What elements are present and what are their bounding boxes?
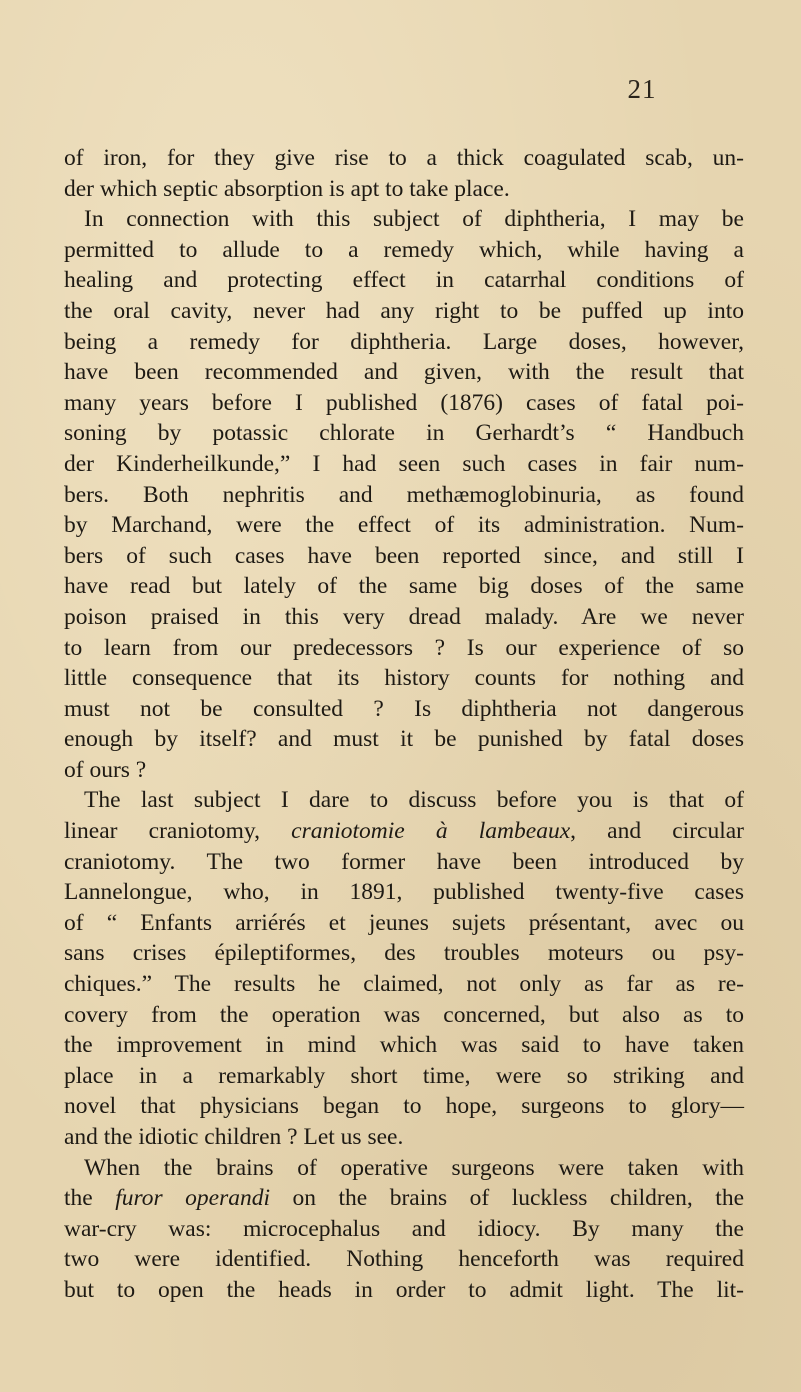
text-line: two were identified. Nothing henceforth was required	[64, 1246, 744, 1273]
italic-phrase: furor operandi	[115, 1185, 271, 1212]
page-number: 21	[627, 74, 657, 104]
text-fragment: , and circular	[570, 818, 744, 845]
text-line	[64, 816, 744, 847]
text-line: bers of such cases have been reported since, and still I	[64, 542, 744, 569]
text-line: healing and protecting effect in catarrhal conditions of	[64, 267, 744, 294]
text-line: bers. Both nephritis and methæmoglobinuria, as found	[64, 481, 744, 508]
text-line: enough by itself? and must it be punished by fatal doses	[64, 726, 744, 753]
text-line	[64, 1183, 744, 1214]
text-line: by Marchand, were the effect of its administration. Num-	[64, 512, 744, 539]
body-text	[64, 143, 744, 1306]
text-line: chiques.” The results he claimed, not only as far as re-	[64, 971, 744, 998]
text-line: war-cry was: microcephalus and idiocy. By many the	[64, 1215, 744, 1242]
text-line: der Kinderheilkunde,” I had seen such cases in fair num-	[64, 450, 744, 477]
text-line: and the idiotic children ? Let us see.	[64, 1124, 404, 1150]
text-line: sans crises épileptiformes, des troubles moteurs ou psy-	[64, 940, 744, 967]
text-line: the improvement in mind which was said to have taken	[64, 1032, 744, 1059]
text-line: little consequence that its history counts for nothing and	[64, 665, 744, 692]
text-line: In connection with this subject of diphtheria, I may be	[84, 206, 744, 233]
text-line: novel that physicians began to hope, surgeons to glory—	[64, 1093, 744, 1120]
text-line: of iron, for they give rise to a thick coagulated scab, un-	[64, 145, 744, 171]
text-line: of ours ?	[64, 756, 147, 783]
text-line: of “ Enfants arriérés et jeunes sujets présentant, avec ou	[64, 909, 744, 936]
text-line: The last subject I dare to discuss before you is that of	[84, 787, 744, 814]
text-line: Lannelongue, who, in 1891, published twenty-five cases	[64, 879, 744, 906]
text-line: have been recommended and given, with the result that	[64, 359, 744, 386]
text-line: being a remedy for diphtheria. Large doses, however,	[64, 328, 744, 355]
text-line: have read but lately of the same big doses of the same	[64, 573, 744, 600]
text-line: the oral cavity, never had any right to be puffed up into	[64, 297, 744, 324]
text-line: many years before I published (1876) cases of fatal poi-	[64, 389, 744, 416]
text-line: to learn from our predecessors ? Is our experience of so	[64, 634, 744, 661]
text-line: but to open the heads in order to admit light. The lit-	[64, 1276, 744, 1303]
text-line: must not be consulted ? Is diphtheria not dangerous	[64, 695, 744, 722]
text-line: covery from the operation was concerned, but also as to	[64, 1001, 744, 1028]
text-line: When the brains of operative surgeons were taken with	[84, 1154, 744, 1181]
text-line: craniotomy. The two former have been introduced by	[64, 848, 744, 875]
text-line: permitted to allude to a remedy which, while having a	[64, 236, 744, 263]
text-fragment: the	[64, 1185, 116, 1212]
text-fragment: on the brains of luckless children, the	[270, 1185, 744, 1212]
text-line: der which septic absorption is apt to take place.	[64, 175, 510, 202]
italic-phrase: craniotomie à lambeaux	[291, 818, 571, 845]
text-line: poison praised in this very dread malady. Are we never	[64, 603, 744, 630]
text-line: place in a remarkably short time, were so striking and	[64, 1062, 744, 1089]
text-fragment: linear craniotomy,	[64, 818, 292, 845]
text-line: soning by potassic chlorate in Gerhardt’s “ Handbuch	[64, 420, 744, 447]
